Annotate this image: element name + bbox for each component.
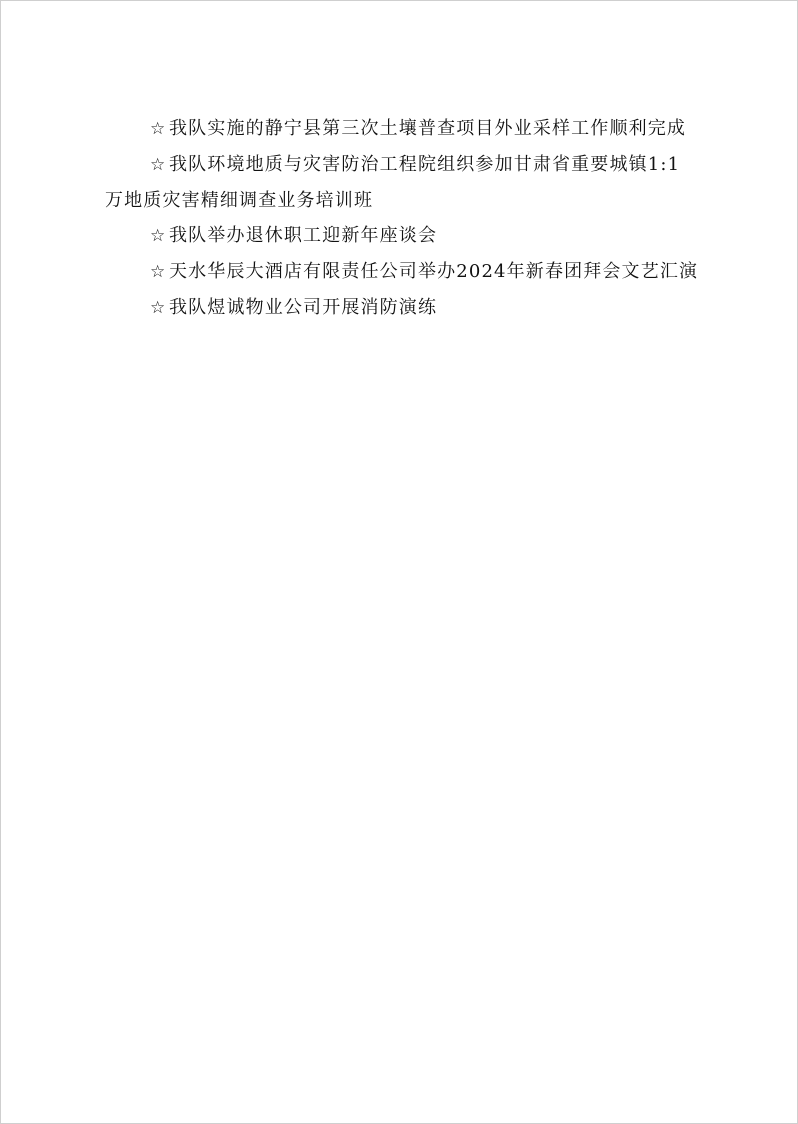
news-list: [105, 111, 699, 326]
star-icon: ☆: [150, 298, 166, 318]
list-item: [105, 218, 699, 254]
list-item-text: 我队举办退休职工迎新年座谈会: [169, 225, 438, 246]
list-item: [105, 254, 699, 290]
list-item-text: 我队环境地质与灾害防治工程院组织参加甘肃省重要城镇1:1万地质灾害精细调查业务培训班: [105, 154, 681, 211]
star-icon: ☆: [150, 226, 166, 246]
list-item: [105, 111, 699, 147]
list-item-text: 我队实施的静宁县第三次土壤普查项目外业采样工作顺利完成: [169, 118, 687, 139]
list-item: [105, 147, 699, 218]
star-icon: ☆: [150, 119, 166, 139]
list-item-text: 我队煜诚物业公司开展消防演练: [169, 297, 438, 318]
list-item-text: 天水华辰大酒店有限责任公司举办2024年新春团拜会文艺汇演: [169, 261, 699, 282]
star-icon: ☆: [150, 155, 166, 175]
star-icon: ☆: [150, 262, 166, 282]
list-item: [105, 290, 699, 326]
